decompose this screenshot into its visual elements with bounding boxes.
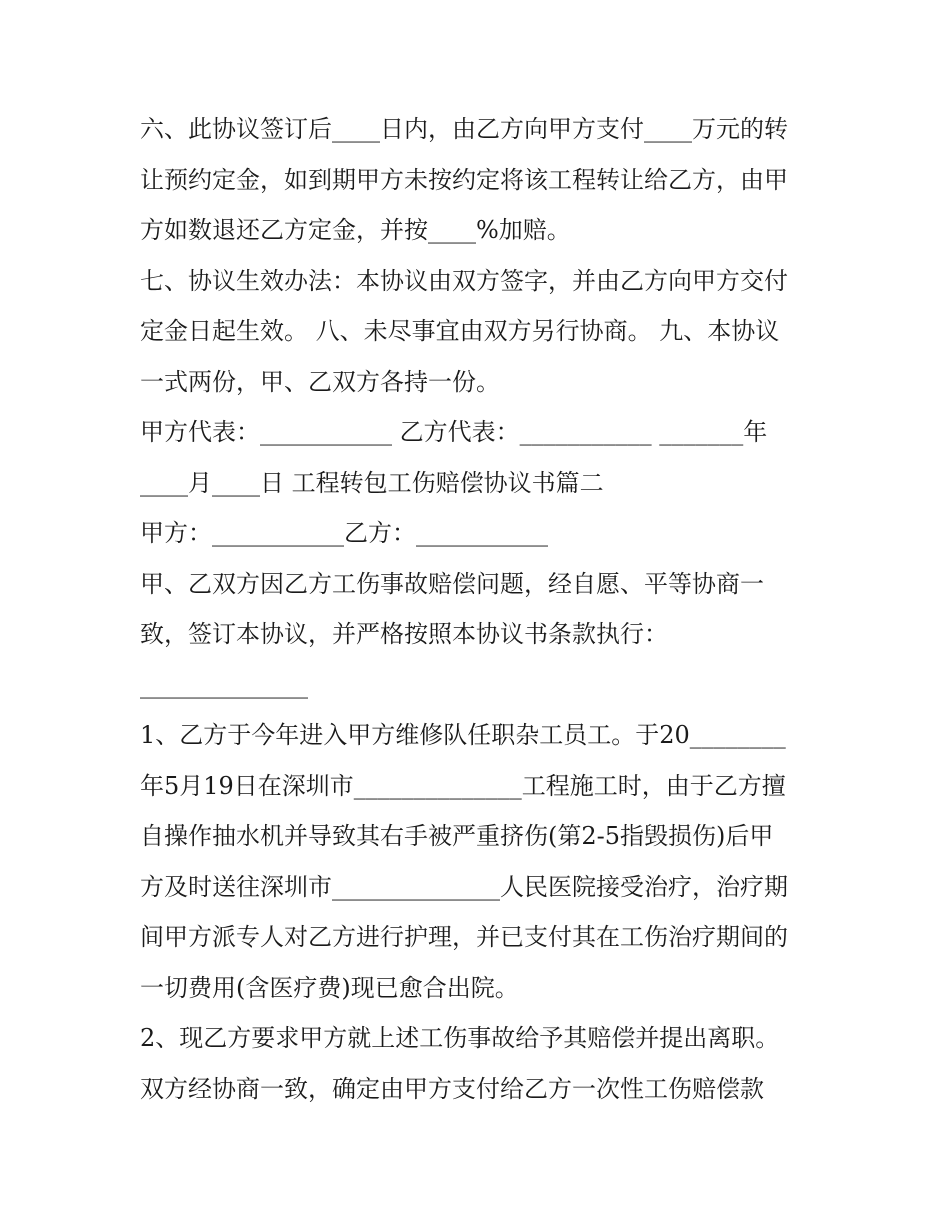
text-line: 一切费用(含医疗费)现已愈合出院。	[140, 973, 519, 1002]
signature-line: 甲方代表：___________ 乙方代表：___________ _______年	[140, 418, 768, 446]
text-line: 年5月19日在深圳市______________工程施工时，由于乙方擅	[140, 771, 786, 800]
text-line: 方及时送往深圳市______________人民医院接受治疗，治疗期	[140, 872, 788, 901]
document-page	[140, 104, 820, 1114]
text-line: 让预约定金，如到期甲方未按约定将该工程转让给乙方，由甲	[140, 165, 788, 194]
parties-line: 甲方：___________乙方：___________	[140, 519, 548, 547]
text-line: 定金日起生效。 八、未尽事宜由双方另行协商。 九、本协议	[140, 317, 780, 345]
text-line: 自操作抽水机并导致其右手被严重挤伤(第2-5指毁损伤)后甲	[140, 822, 774, 850]
text-line: 七、协议生效办法：本协议由双方签字，并由乙方向甲方交付	[140, 266, 788, 295]
clause-1-line: 1、乙方于今年进入甲方维修队任职杂工员工。于20________	[140, 721, 786, 749]
text-line: 一式两份，甲、乙双方各持一份。	[140, 367, 500, 396]
blank-line: ______________	[140, 670, 308, 699]
text-line: 双方经协商一致，确定由甲方支付给乙方一次性工伤赔偿款	[140, 1074, 764, 1103]
text-line: 六、此协议签订后____日内，由乙方向甲方支付____万元的转	[140, 115, 788, 143]
text-line: 致，签订本协议，并严格按照本协议书条款执行：	[140, 620, 668, 648]
date-and-heading-line: ____月____日 工程转包工伤赔偿协议书篇二	[140, 468, 604, 497]
clause-2-line: 2、现乙方要求甲方就上述工伤事故给予其赔偿并提出离职。	[140, 1024, 780, 1052]
text-line: 方如数退还乙方定金，并按____%加赔。	[140, 216, 571, 244]
text-line: 甲、乙双方因乙方工伤事故赔偿问题，经自愿、平等协商一	[140, 569, 764, 598]
text-line: 间甲方派专人对乙方进行护理，并已支付其在工伤治疗期间的	[140, 923, 788, 951]
